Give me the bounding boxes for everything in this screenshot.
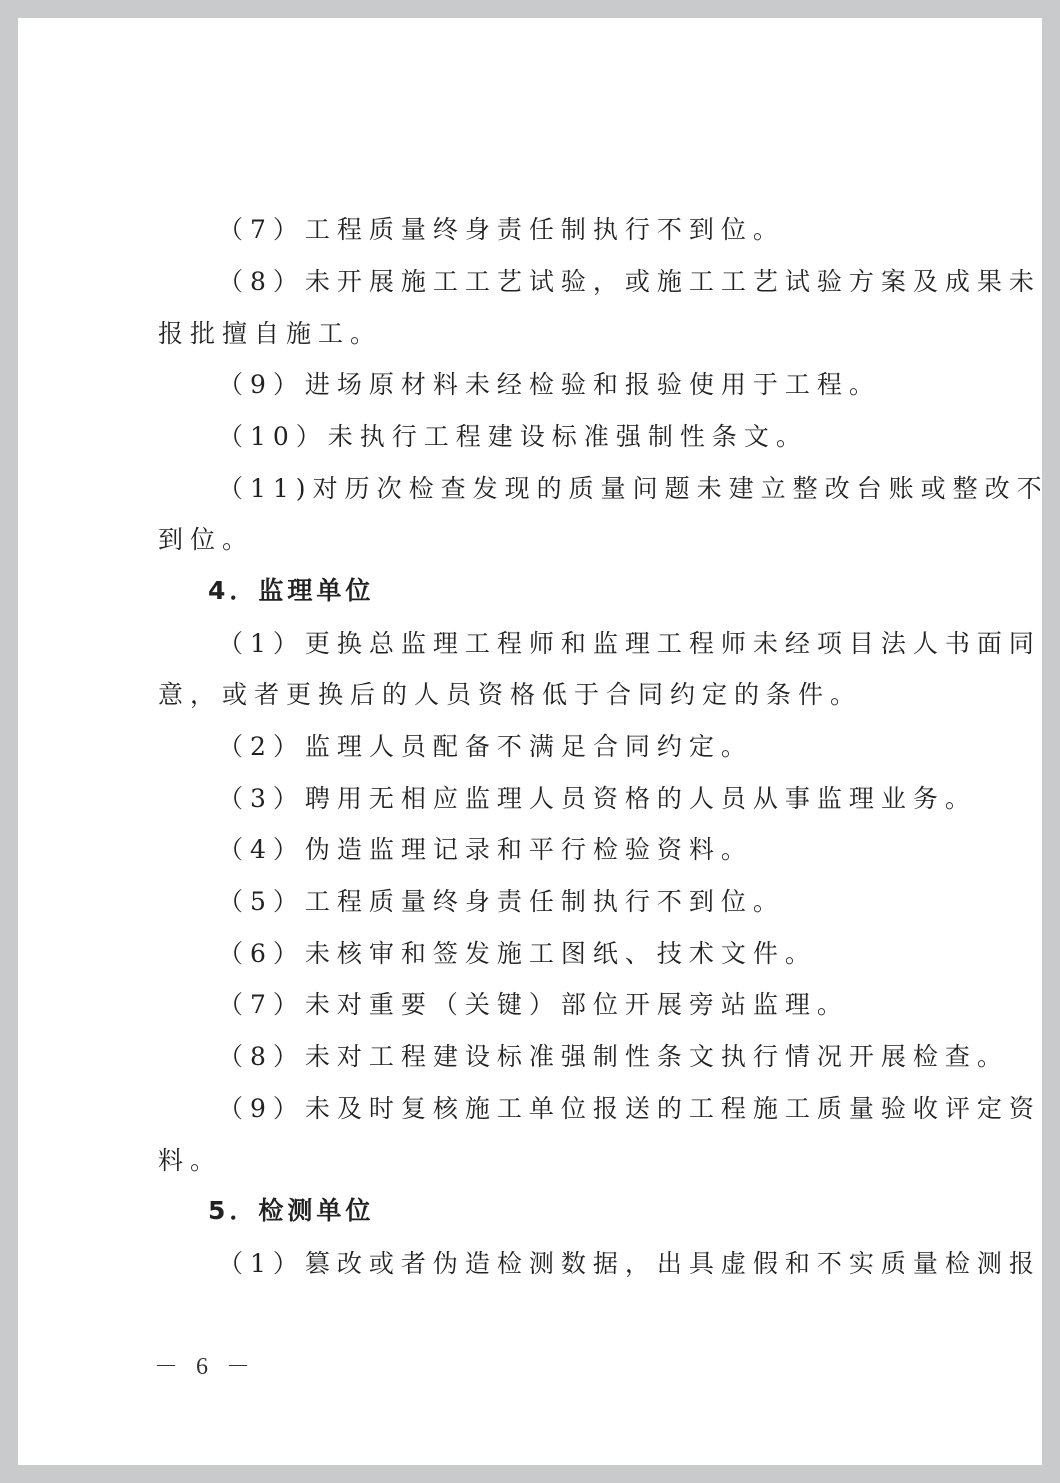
supervision-item-1: （1）更换总监理工程师和监理工程师未经项目法人书面同 <box>218 629 1041 658</box>
item-8-continuation: 报批擅自施工。 <box>158 319 383 348</box>
supervision-item-4: （4）伪造监理记录和平行检验资料。 <box>218 835 753 864</box>
section-heading-supervision: 4．监理单位 <box>208 576 375 605</box>
supervision-item-2: （2）监理人员配备不满足合同约定。 <box>218 732 753 761</box>
supervision-item-7: （7）未对重要（关键）部位开展旁站监理。 <box>218 990 849 1019</box>
document-page <box>18 18 1049 1465</box>
item-11-continuation: 到位。 <box>158 525 255 554</box>
item-7-quality-responsibility: （7）工程质量终身责任制执行不到位。 <box>218 215 785 244</box>
item-10-mandatory-standards: （10）未执行工程建设标准强制性条文。 <box>218 422 808 451</box>
item-11-rectification: （11)对历次检查发现的质量问题未建立整改台账或整改不 <box>218 474 1049 503</box>
item-8-process-trial: （8）未开展施工工艺试验，或施工工艺试验方案及成果未 <box>218 267 1041 296</box>
supervision-item-6: （6）未核审和签发施工图纸、技术文件。 <box>218 939 817 968</box>
supervision-item-9-continuation: 料。 <box>158 1146 223 1175</box>
supervision-item-8: （8）未对工程建设标准强制性条文执行情况开展检查。 <box>218 1042 1009 1071</box>
supervision-item-1-continuation: 意，或者更换后的人员资格低于合同约定的条件。 <box>158 680 863 709</box>
testing-item-1: （1）篡改或者伪造检测数据，出具虚假和不实质量检测报 <box>218 1249 1041 1278</box>
item-9-raw-materials: （9）进场原材料未经检验和报验使用于工程。 <box>218 370 881 399</box>
page-number: － 6 － <box>154 1354 256 1380</box>
section-heading-testing: 5．检测单位 <box>208 1196 375 1225</box>
supervision-item-3: （3）聘用无相应监理人员资格的人员从事监理业务。 <box>218 784 977 813</box>
supervision-item-5: （5）工程质量终身责任制执行不到位。 <box>218 887 785 916</box>
supervision-item-9: （9）未及时复核施工单位报送的工程施工质量验收评定资 <box>218 1094 1041 1123</box>
